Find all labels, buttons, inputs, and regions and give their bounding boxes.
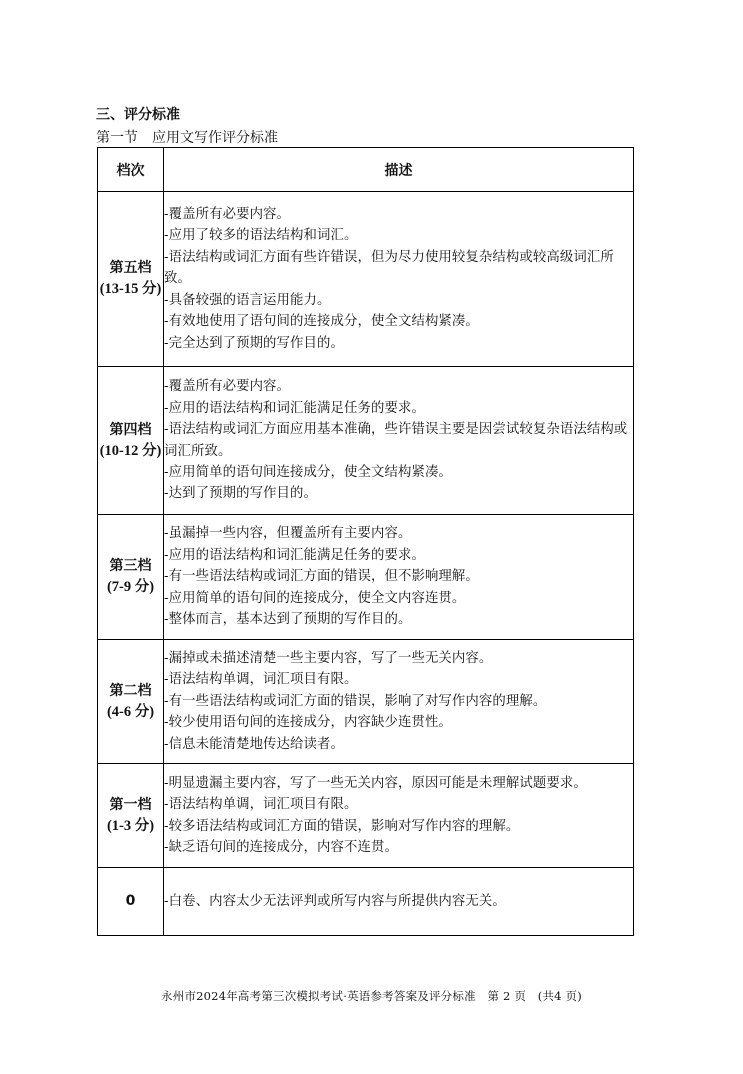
subsection-number: 第一节 — [96, 130, 138, 146]
header-level: 档次 — [98, 148, 164, 192]
criteria-item: -覆盖所有必要内容。 — [164, 379, 291, 395]
criteria-list — [164, 648, 633, 755]
rubric-body — [98, 192, 634, 936]
level-name: 第一档 — [109, 796, 152, 813]
criteria-item: -信息未能清楚地传达给读者。 — [164, 736, 345, 752]
criteria-item: -较少使用语句间的连接成分，内容缺少连贯性。 — [164, 715, 452, 731]
header-description: 描述 — [164, 148, 634, 192]
level-cell — [98, 640, 164, 764]
criteria-item: -达到了预期的写作目的。 — [164, 486, 318, 502]
criteria-item: -语法结构或词汇方面应用基本准确，些许错误主要是因尝试较复杂语法结构或词汇所致。 — [164, 422, 628, 459]
criteria-item: -应用简单的语句间的连接成分，使全文内容连贯。 — [164, 590, 466, 606]
level-score-range: (13-15 分) — [99, 281, 162, 297]
table-row — [98, 515, 634, 640]
criteria-list — [164, 773, 633, 859]
level-name: 第三档 — [109, 558, 152, 574]
criteria-item: -虽漏掉一些内容，但覆盖所有主要内容。 — [164, 526, 412, 542]
criteria-list — [164, 523, 633, 630]
level-cell — [98, 764, 164, 868]
level-score-range: (4-6 分) — [106, 703, 155, 720]
level-score-range: (7-9 分) — [106, 579, 155, 595]
subsection-heading — [96, 127, 278, 147]
description-cell — [164, 192, 634, 367]
criteria-item: -语法结构或词汇方面有些许错误，但为尽力使用较复杂结构或较高级词汇所致。 — [164, 249, 614, 287]
table-row — [98, 764, 634, 868]
criteria-list — [164, 376, 633, 504]
table-header-row — [98, 148, 634, 192]
table-row — [98, 367, 634, 515]
level-cell — [98, 515, 164, 640]
criteria-list — [164, 891, 633, 912]
criteria-item: -具备较强的语言运用能力。 — [164, 292, 331, 308]
criteria-item: -语法结构单调，词汇项目有限。 — [164, 672, 358, 688]
level-cell — [98, 192, 164, 367]
criteria-item: -缺乏语句间的连接成分，内容不连贯。 — [164, 839, 398, 855]
criteria-item: -应用的语法结构和词汇能满足任务的要求。 — [164, 547, 425, 563]
description-cell — [164, 515, 634, 640]
level-name: 第二档 — [109, 682, 152, 699]
description-cell — [164, 764, 634, 868]
criteria-item: -应用简单的语句间连接成分，使全文结构紧凑。 — [164, 464, 452, 480]
criteria-item: -整体而言，基本达到了预期的写作目的。 — [164, 612, 412, 628]
level-name: 0 — [125, 893, 136, 909]
table-row — [98, 192, 634, 367]
criteria-item: -语法结构单调，词汇项目有限。 — [164, 797, 358, 813]
level-score-range: (10-12 分) — [99, 442, 162, 459]
criteria-item: -较多语法结构或词汇方面的错误，影响对写作内容的理解。 — [164, 818, 520, 834]
table-row — [98, 868, 634, 936]
criteria-item: -应用的语法结构和词汇能满足任务的要求。 — [164, 400, 425, 416]
level-cell — [98, 367, 164, 515]
criteria-item: -漏掉或未描述清楚一些主要内容，写了一些无关内容。 — [164, 650, 493, 666]
criteria-item: -覆盖所有必要内容。 — [164, 207, 291, 223]
subsection-title: 应用文写作评分标准 — [152, 130, 278, 146]
criteria-list — [164, 204, 633, 354]
section-heading: 三、评分标准 — [96, 107, 180, 123]
table-row — [98, 640, 634, 764]
level-score-range: (1-3 分) — [106, 817, 155, 834]
criteria-item: -白卷、内容太少无法评判或所写内容与所提供内容无关。 — [164, 893, 506, 909]
criteria-item: -有一些语法结构或词汇方面的错误，影响了对写作内容的理解。 — [164, 693, 547, 709]
description-cell — [164, 868, 634, 936]
level-name: 第五档 — [109, 260, 152, 276]
rubric-table — [97, 147, 634, 936]
page-footer: 永州市2024年高考第三次模拟考试·英语参考答案及评分标准 第 2 页 (共4 页) — [161, 989, 582, 1003]
criteria-item: -完全达到了预期的写作目的。 — [164, 335, 345, 351]
criteria-item: -应用了较多的语法结构和词汇。 — [164, 228, 358, 244]
level-cell — [98, 868, 164, 936]
description-cell — [164, 640, 634, 764]
level-name: 第四档 — [109, 421, 152, 438]
criteria-item: -明显遗漏主要内容，写了一些无关内容，原因可能是未理解试题要求。 — [164, 775, 587, 791]
criteria-item: -有效地使用了语句间的连接成分，使全文结构紧凑。 — [164, 314, 479, 330]
description-cell — [164, 367, 634, 515]
criteria-item: -有一些语法结构或词汇方面的错误，但不影响理解。 — [164, 569, 479, 585]
